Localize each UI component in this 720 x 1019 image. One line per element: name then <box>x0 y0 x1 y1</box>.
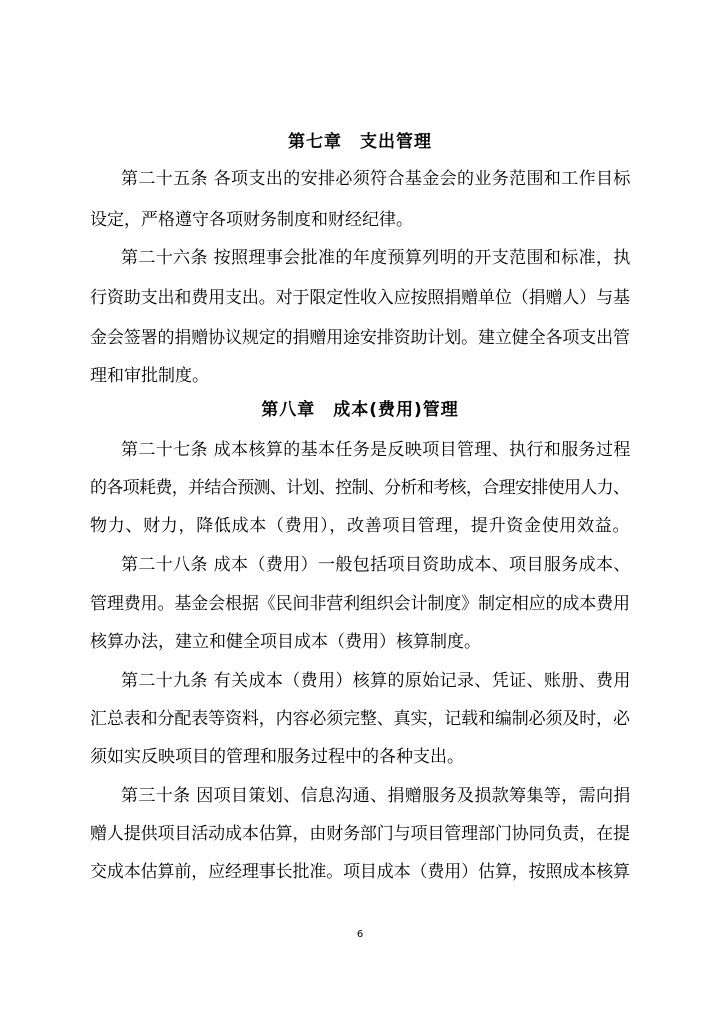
article-26-line-4: 理和审批制度。 <box>90 366 209 386</box>
article-29-line-1: 第二十九条 有关成本（费用）核算的原始记录、凭证、账册、费用 <box>121 671 631 691</box>
page-number: 6 <box>356 929 364 940</box>
article-28-line-1: 第二十八条 成本（费用）一般包括项目资助成本、项目服务成本、 <box>121 555 631 575</box>
article-30-line-3: 交成本估算前，应经理事长批准。项目成本（费用）估算，按照成本核算 <box>90 862 630 882</box>
article-27-line-2: 的各项耗费，并结合预测、计划、控制、分析和考核，合理安排使用人力、 <box>90 478 630 498</box>
article-27-line-3: 物力、财力，降低成本（费用），改善项目管理，提升资金使用效益。 <box>90 516 631 536</box>
article-25-line-1: 第二十五条 各项支出的安排必须符合基金会的业务范围和工作目标 <box>121 169 631 189</box>
chapter-8-heading: 第八章 成本(费用)管理 <box>261 400 459 420</box>
article-26-line-2: 行资助支出和费用支出。对于限定性收入应按照捐赠单位（捐赠人）与基 <box>90 288 630 308</box>
article-29-line-3: 须如实反映项目的管理和服务过程中的各种支出。 <box>90 747 464 767</box>
article-28-line-2: 管理费用。基金会根据《民间非营利组织会计制度》制定相应的成本费用 <box>90 594 630 614</box>
article-30-line-2: 赠人提供项目活动成本估算，由财务部门与项目管理部门协同负责，在提 <box>90 824 630 844</box>
article-26-line-3: 金会签署的捐赠协议规定的捐赠用途安排资助计划。建立健全各项支出管 <box>90 328 630 348</box>
article-28-line-3: 核算办法，建立和健全项目成本（费用）核算制度。 <box>90 632 481 652</box>
article-30-line-1: 第三十条 因项目策划、信息沟通、捐赠服务及损款筹集等，需向捐 <box>121 786 631 806</box>
chapter-7-heading: 第七章 支出管理 <box>288 132 432 152</box>
article-26-line-1: 第二十六条 按照理事会批准的年度预算列明的开支范围和标准，执 <box>121 248 631 268</box>
article-25-line-2: 设定，严格遵守各项财务制度和财经纪律。 <box>90 210 413 230</box>
article-29-line-2: 汇总表和分配表等资料，内容必须完整、真实，记载和编制必须及时，必 <box>90 709 630 729</box>
article-27-line-1: 第二十七条 成本核算的基本任务是反映项目管理、执行和服务过程 <box>121 440 631 460</box>
